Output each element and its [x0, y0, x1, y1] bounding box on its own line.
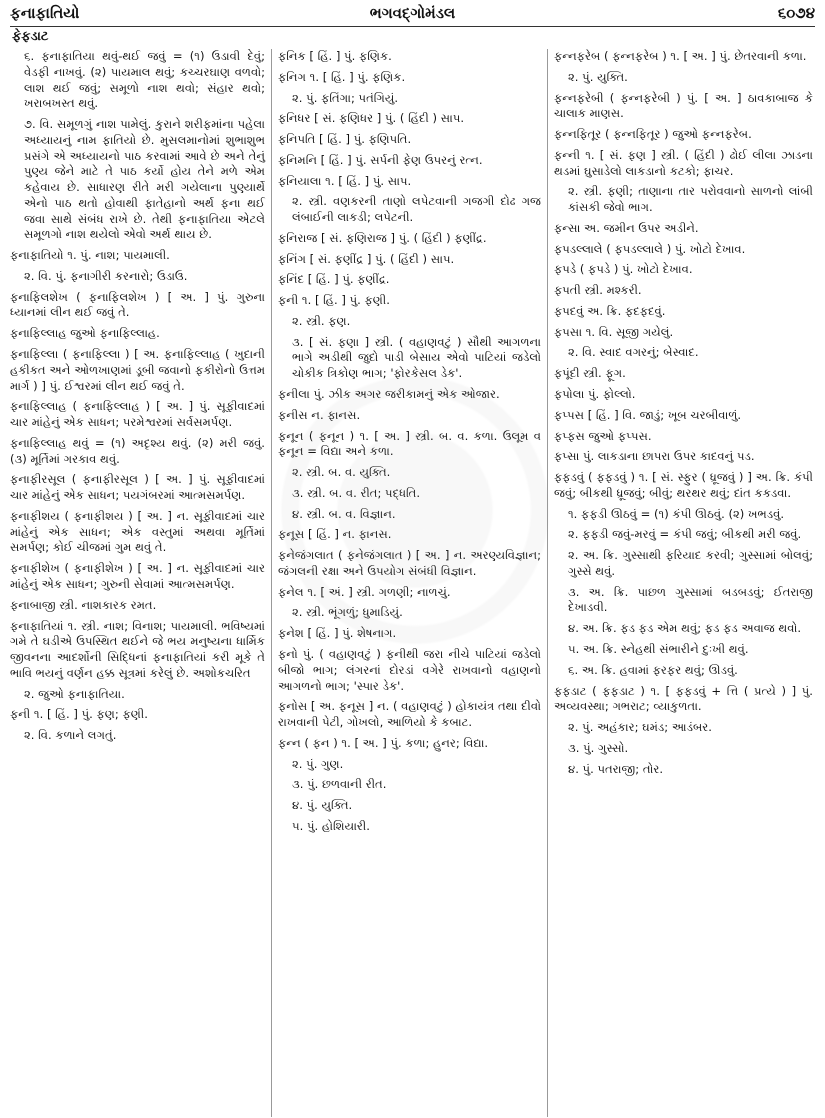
dictionary-entry: ફની ૧. [ હિં. ] પું. ફણ; ફણી.	[10, 707, 148, 722]
dictionary-entry: ફન્નફરેબ ( ફન્નફરેબ ) ૧. [ અ. ] પું. છેતરવાની કળા.	[554, 49, 807, 63]
dictionary-entry: ૨. સ્ત્રી. ફણી; તાણાના તાર પરોવવાનો સાળનો લાંબી કાંસકી જેવો ભાગ.	[568, 184, 813, 215]
dictionary-entry: ફફડવું ( ફફડવું ) ૧. [ સં. સ્ફુર ( ધ્રૂજવું ) ] અ. ક્રિ. કંપી જવું; બીકથી ધ્રૂજવું; બીવું; થરથર થવું; દાંત કકડવા.	[554, 470, 813, 500]
dictionary-entry: ૨. અ. ક્રિ. ગુસ્સાથી ફરિયાદ કરવી; ગુસ્સામાં બોલવું; ગુસ્સે થવું.	[568, 548, 813, 578]
dictionary-entry: ફપડે ( ફપડે ) પું. ખોટો દેખાવ.	[554, 262, 693, 277]
dictionary-entry: ફનીલા પું. ઝીક અગર જરીકામનું એક ઓજાર.	[278, 387, 500, 402]
dictionary-entry: ૩. પું. છળવાની રીત.	[292, 777, 387, 792]
column-1	[10, 49, 272, 1117]
dictionary-entry: ફન્નફિતૂર ( ફન્નફિતૂર ) જુઓ ફન્નફરેબ.	[554, 127, 752, 142]
dictionary-entry: ૨. વિ. કળાને લગતું.	[24, 728, 117, 743]
column-3	[554, 49, 813, 1117]
dictionary-entry: ૪. સ્ત્રી. બ. વ. વિજ્ઞાન.	[292, 506, 396, 521]
header-left-guide-word: ફનાફાતિયો	[10, 4, 80, 22]
dictionary-entry: ફનેલ ૧. [ અં. ] સ્ત્રી. ગળણી; નાળચું.	[278, 584, 451, 599]
dictionary-entry: ફની ૧. [ હિં. ] પું. ફણી.	[278, 293, 390, 308]
dictionary-entry: ફનાફાતિયો ૧. પું. નાશ; પાયમાલી.	[10, 248, 170, 263]
dictionary-entry: ફનૂન ( ફનૂન ) ૧. [ અ. ] સ્ત્રી. બ. વ. કળા. ઉલૂમ વ ફનૂન = વિદ્યા અને કળા.	[278, 428, 541, 459]
dictionary-entry: ફનાફીશેખ ( ફનાફીશેખ ) [ અ. ] ન. સૂફીવાદમાં ચાર માંહેનું એક સાધન; ગુરુની સેવામાં આત્મસમર્પણ.	[10, 561, 265, 591]
dictionary-entry: ૨. જુઓ ફનાફાતિયા.	[24, 686, 125, 701]
dictionary-entry: ફપ્ફસ જુઓ ફપ્પસ.	[554, 428, 652, 443]
dictionary-entry: ૨. વિ. સ્વાદ વગરનું; બેસ્વાદ.	[568, 345, 699, 360]
dictionary-entry: ફનાફિલ્લાહ ( ફનાફિલ્લાહ ) [ અ. ] પું. સૂફીવાદમાં ચાર માંહેનું એક સાધન; પરમેશ્વરમાં સર્વસમર્પણ.	[10, 399, 265, 430]
dictionary-entry: ૧. ફફડી ઊઠવું = (૧) કંપી ઊઠવું. (૨) ખભડવું.	[568, 506, 785, 521]
dictionary-entry: ફનાફિલશેખ ( ફનાફિલશેખ ) [ અ. ] પું. ગુરુના ધ્યાનમાં લીન થઈ જવું તે.	[10, 289, 265, 320]
dictionary-entry: ૨. પું. ફતિંગા; પતંગિયું.	[292, 90, 399, 105]
dictionary-entry: ૫. પું. હોશિયારી.	[292, 818, 370, 833]
dictionary-entry: ૬. અ. ક્રિ. હવામાં ફરફર થવું; ઊડવું.	[568, 662, 738, 677]
dictionary-entry: ફનિપતિ [ હિં. ] પું. ફણિપતિ.	[278, 132, 412, 147]
dictionary-entry: ફનિધર [ સં. ફણિધર ] પું. ( હિંદી ) સાપ.	[278, 111, 465, 126]
columns	[10, 49, 815, 1117]
dictionary-entry: ફનેજંગલાત ( ફનેજંગલાત ) [ અ. ] ન. અરણ્યવિજ્ઞાન; જંગલની રક્ષા અને ઉપયોગ સંબંધી વિજ્ઞાન.	[278, 548, 541, 578]
dictionary-entry: ફનિંગ [ સં. ફણીંદ્ર ] પું. ( હિંદી ) સાપ.	[278, 251, 455, 266]
dictionary-entry: ફફડાટ ( ફફડાટ ) ૧. [ ફફડવું + ત્તિ ( પ્રત્યે ) ] પું. અવ્યવસ્થા; ગભરાટ; વ્યાકુળતા.	[554, 683, 813, 714]
dictionary-entry: ૨. સ્ત્રી. બ. વ. યુક્તિ.	[292, 465, 391, 480]
dictionary-entry: ૪. પું. પતરાજી; તોર.	[568, 761, 664, 776]
dictionary-entry: ૩. [ સં. ફણા ] સ્ત્રી. ( વહાણવટું ) સૌથી આગળના ભાગે અડીથી જુદો પાડી બેસાય એવો પાટિયાં જડેલો ચોકીક ત્રિકોણ ભાગ; 'ફોરકેસલ ડેક'.	[292, 334, 541, 381]
dictionary-entry: ૨. પું. અહંકાર; ઘમંડ; આડંબર.	[568, 720, 712, 735]
dictionary-entry: ફપૂંદી સ્ત્રી. ફૂગ.	[554, 366, 626, 381]
dictionary-entry: ફનિયાલા ૧. [ હિં. ] પું. સાપ.	[278, 173, 412, 188]
dictionary-entry: ફન્ની ૧. [ સં. ફણ ] સ્ત્રી. ( હિંદી ) ઢોઈ લીલા ઝાડના થડમાં ઘુસાડેલો લાકડાનો કટકો; ફાચર.	[554, 147, 813, 178]
dictionary-entry: ૫. અ. ક્રિ. સ્નેહથી સંભારીને દુઃખી થવું.	[568, 641, 749, 656]
page-header	[10, 4, 815, 27]
dictionary-entry: ફનાફિલ્લાહ જુઓ ફનાફિલ્લાહ.	[10, 326, 160, 341]
dictionary-entry: ફનિરાજ [ સં. ફણિરાજ ] પું. ( હિંદી ) ફણીંદ્ર.	[278, 230, 487, 245]
header-right-guide-word: ફેફડાટ	[12, 29, 49, 44]
dictionary-entry: ફપ્સા પું. લાકડાના છાપરા ઉપર કાદવનું પડ.	[554, 449, 755, 464]
dictionary-entry: ૪. અ. ક્રિ. ફડ ફડ એમ થવું; ફડ ફડ અવાજ થવો.	[568, 621, 802, 636]
dictionary-entry: ફપતી સ્ત્રી. મશ્કરી.	[554, 283, 642, 298]
dictionary-entry: ૨. પું. ગુણ.	[292, 756, 344, 771]
dictionary-entry: ૨. સ્ત્રી. ભૂંગળું; ધુમાડિયું.	[292, 605, 403, 620]
dictionary-entry: ફનીસ ન. ફાનસ.	[278, 407, 361, 422]
dictionary-entry: ફનાબાજી સ્ત્રી. નાશકારક રમત.	[10, 597, 157, 612]
dictionary-entry: ફપડલ્લાલે ( ફપડલ્લાલે ) પું. ખોટો દેખાવ.	[554, 241, 746, 256]
dictionary-entry: ફનૂસ [ હિં. ] ન. ફાનસ.	[278, 527, 392, 542]
page-number: ૬૦૭૪	[777, 4, 815, 22]
dictionary-entry: ફનાફિલ્લાહ થવું = (૧) અદૃશ્ય થવું. (૨) મરી જવું. (૩) મૂર્તિમાં ગરકાવ થવું.	[10, 435, 265, 466]
dictionary-entry: ફનિમનિ [ હિં. ] પું. સર્પની ફેણ ઉપરનું રત્ન.	[278, 152, 483, 167]
column-2	[278, 49, 548, 1117]
dictionary-entry: ફનાફીશય ( ફનાફીશય ) [ અ. ] ન. સૂફીવાદમાં ચાર માંહેનું એક સાધન; એક વસ્તુમાં અથવા મૂર્તિમાં સમર્પણ; કોઈ ચીજમાં ગુમ થવું તે.	[10, 508, 265, 555]
dictionary-entry: ફન્સા અ. જમીન ઉપર અડીને.	[554, 220, 699, 235]
dictionary-entry: ૬. ફનાફાતિયા થવું-થઈ જવું = (૧) ઉડાવી દેવું; વેડફી નાખવું. (૨) પાયમાલ થવું; કચ્ચરઘાણ વળવો; લાશ થઈ જવું; સમૂળો નાશ થવો; સંહાર થવો; ખરાબખસ્ત થવું.	[24, 49, 265, 111]
dictionary-entry: ૩. સ્ત્રી. બ. વ. રીત; પદ્ધતિ.	[292, 485, 421, 500]
dictionary-entry: ફપદવું અ. ક્રિ. ફદફદવું.	[554, 303, 666, 318]
dictionary-entry: ૨. પું. યુક્તિ.	[568, 69, 628, 84]
dictionary-entry: ૪. પું. યુક્તિ.	[292, 798, 353, 813]
header-title: ભગવદ્ગોમંડલ	[369, 4, 456, 22]
dictionary-entry: ફનેશ [ હિં. ] પું. શેષનાગ.	[278, 626, 397, 641]
dictionary-entry: ફન્નફરેબી ( ફન્નફરેબી ) પું. [ અ. ] ઠાવકાબાજ કે ચાલાક માણસ.	[554, 90, 813, 121]
dictionary-entry: ૩. પું. ગુસ્સો.	[568, 740, 629, 755]
dictionary-entry: ૨. ફફડી જવું-મરવું = કંપી જવું; બીકથી મરી જવું.	[568, 527, 802, 542]
dictionary-entry: ફનાફીરસૂલ ( ફનાફીરસૂલ ) [ અ. ] પું. સૂફીવાદમાં ચાર માંહેનું એક સાધન; પયગંબરમાં આત્મસમર્પણ.	[10, 472, 265, 503]
dictionary-entry: ૩. અ. ક્રિ. પાછળ ગુસ્સામાં બડબડવું; ઈતરાજી દેખાડવી.	[568, 584, 813, 615]
dictionary-entry: ફનો પું. ( વહાણવટું ) ફનીથી જરા નીચે પાટિયાં જડેલો બીજો ભાગ; લંગરનાં દોરડાં વગેરે રાખવાનો વહાણનો આગળનો ભાગ; 'સ્પાર ડેક'.	[278, 646, 541, 693]
dictionary-entry: ફન્ન ( ફન ) ૧. [ અ. ] પું. કળા; હુનર; વિદ્યા.	[278, 735, 489, 750]
dictionary-entry: ફનિંદ [ હિં. ] પું. ફણીંદ્ર.	[278, 272, 390, 287]
dictionary-entry: ૨. વિ. પું. ફનાગીરી કરનારો; ઉડાઉ.	[24, 268, 188, 283]
dictionary-entry: ફપ્પસ [ હિં. ] વિ. જાડું; ખૂબ ચરબીવાળું.	[554, 407, 742, 422]
dictionary-entry: ફનિગ ૧. [ હિં. ] પું. ફણિક.	[278, 69, 406, 84]
dictionary-entry: ફપસા ૧. વિ. સૂજી ગયેલું.	[554, 324, 674, 339]
dictionary-entry: ફનાફિલ્લા ( ફનાફિલ્લા ) [ અ. ફનાફિલ્લાહ ( ખુદાની હકીકત અને ઓળખાણમાં ડૂબી જવાનો ફકીરોનો ઉત્તમ માર્ગ ) ] પું. ઈશ્વરમાં લીન થઈ જવું તે.	[10, 347, 265, 393]
dictionary-entry: ફનિક [ હિં. ] પું. ફણિક.	[278, 49, 392, 63]
dictionary-entry: ફનાફાતિયાં ૧. સ્ત્રી. નાશ; વિનાશ; પાયમાલી. ભવિષ્યમાં ગમે તે ઘડીએ ઉપસ્થિત થઈને જે ભય મનુષ્યના ધાર્મિક જીવનના આદર્શોની સિદ્ધિનાં ફનાફાતિયાં કરી મૂકે તે ભાવિ ભયનું વર્ણન હક્ક સૂત્રમાં કરેલું છે. અશોકચરિત	[10, 618, 265, 680]
dictionary-entry: ફનોસ [ અ. ફનૂસ ] ન. ( વહાણવટું ) હોકાયંત્ર તથા દીવો રાખવાની પેટી, ગોખલો, આળિયો કે કબાટ.	[278, 699, 541, 730]
dictionary-entry: ફપોલા પું. ફોલ્લો.	[554, 387, 636, 402]
dictionary-entry: ૨. સ્ત્રી. ફણ.	[292, 313, 351, 328]
dictionary-entry: ૭. વિ. સમૂળગું નાશ પામેલું. કુરાને શરીફમાંના પહેલા અધ્યાયનું નામ ફાતિયો છે. મુસલમાનોમાં શુભાશુભ પ્રસંગે એ અધ્યાયનો પાઠ કરવામાં આવે છે અને તેનું પુણ્ય જેને માટે તે પાઠ કર્યો હોય તેને મળે એમ કહેવાય છે. સાધારણ રીતે મરી ગયેલાના પુણ્યાર્થે એનો પાઠ થતો હોવાથી ફાતેહાનો અર્થ ફના થઈ જવા સાથે સંબંધ રાખે છે. તેથી ફનાફાતિયા એટલે સમૂળગો નાશ થયેલો એવો અર્થ થાય છે.	[24, 117, 265, 242]
dictionary-entry: ૨. સ્ત્રી. વણકરની તાણો લપેટવાની ગજગી દોઢ ગજ લંબાઈની લાકડી; લપેટની.	[292, 194, 541, 225]
